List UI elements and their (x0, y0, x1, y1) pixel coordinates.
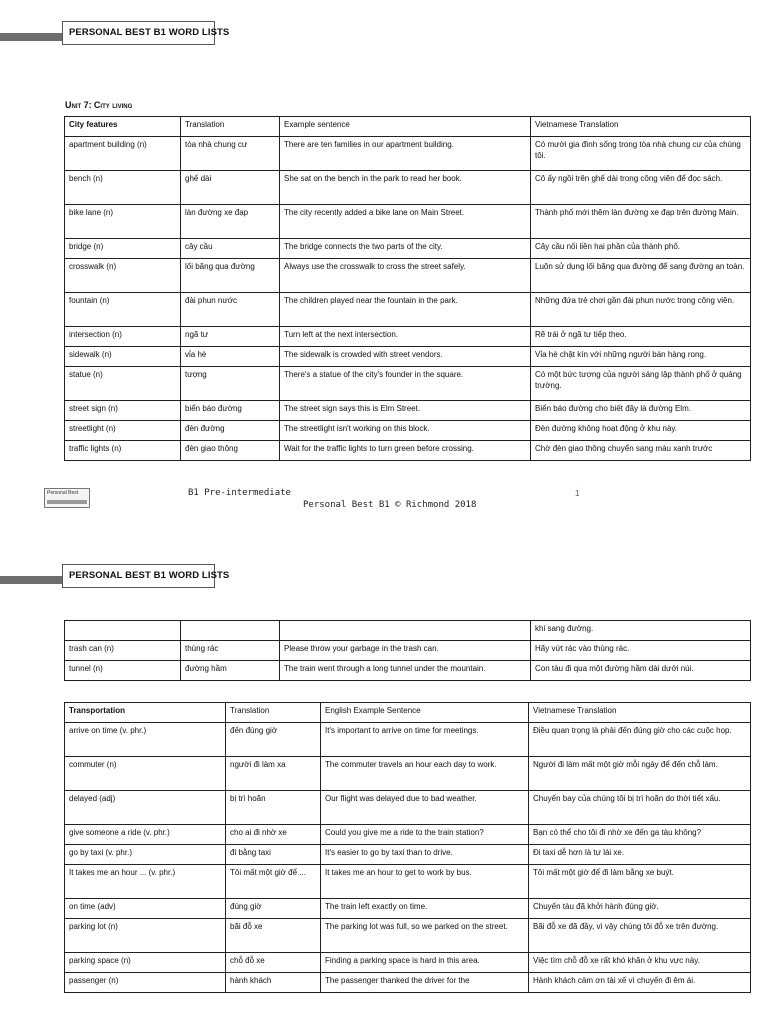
transport-cell-translation: bãi đỗ xe (226, 919, 321, 953)
city-cont-cell-example (280, 621, 531, 641)
transport-cell-translation: chỗ đỗ xe (226, 953, 321, 973)
transport-cell-example: It takes me an hour to get to work by bus. (321, 865, 529, 899)
transport-cell-translation: Tôi mất một giờ để ... (226, 865, 321, 899)
city-cell-translation: ghế dài (181, 171, 280, 205)
city-cell-example: The sidewalk is crowded with street vendors. (280, 347, 531, 367)
city-cell-vietnamese: Những đứa trẻ chơi gần đài phun nước trong công viên. (531, 293, 751, 327)
city-cell-example: Wait for the traffic lights to turn green before crossing. (280, 441, 531, 461)
transport-cell-term: It takes me an hour ... (v. phr.) (65, 865, 226, 899)
city-cell-example: The bridge connects the two parts of the city. (280, 239, 531, 259)
footer-level: B1 Pre-intermediate (188, 488, 291, 498)
transport-cell-translation: đi bằng taxi (226, 845, 321, 865)
city-cell-vietnamese: Vỉa hè chật kín với những người bán hàng rong. (531, 347, 751, 367)
transport-row (65, 865, 751, 899)
transport-cell-term: parking lot (n) (65, 919, 226, 953)
transport-row (65, 899, 751, 919)
transport-cell-vietnamese: Bãi đỗ xe đã đầy, vì vậy chúng tôi đỗ xe trên đường. (529, 919, 751, 953)
transport-header-vietnamese: Vietnamese Translation (529, 703, 751, 723)
transport-row (65, 825, 751, 845)
page-header-title-2: PERSONAL BEST B1 WORD LISTS (62, 564, 215, 588)
transport-cell-term: on time (adv) (65, 899, 226, 919)
city-cell-vietnamese: Cô ấy ngồi trên ghế dài trong công viên để đọc sách. (531, 171, 751, 205)
city-header-term: City features (65, 117, 181, 137)
city-cell-vietnamese: Chờ đèn giao thông chuyển sang màu xanh trước (531, 441, 751, 461)
city-cont-cell-translation (181, 621, 280, 641)
transport-row (65, 757, 751, 791)
transport-cell-vietnamese: Đi taxi dễ hơn là tự lái xe. (529, 845, 751, 865)
city-cell-translation: làn đường xe đạp (181, 205, 280, 239)
city-header-example: Example sentence (280, 117, 531, 137)
city-cell-example: The city recently added a bike lane on Main Street. (280, 205, 531, 239)
city-cell-term: street sign (n) (65, 401, 181, 421)
city-cont-cell-example: The train went through a long tunnel under the mountain. (280, 661, 531, 681)
city-cell-example: There are ten families in our apartment building. (280, 137, 531, 171)
transport-cell-term: parking space (n) (65, 953, 226, 973)
transport-cell-vietnamese: Tôi mất một giờ để đi làm bằng xe buýt. (529, 865, 751, 899)
city-cell-vietnamese: Cây cầu nối liền hai phần của thành phố. (531, 239, 751, 259)
city-header-translation: Translation (181, 117, 280, 137)
city-cont-cell-vietnamese: Hãy vứt rác vào thùng rác. (531, 641, 751, 661)
transport-cell-vietnamese: Chuyến tàu đã khởi hành đúng giờ. (529, 899, 751, 919)
transport-header-example: English Example Sentence (321, 703, 529, 723)
transport-cell-term: delayed (adj) (65, 791, 226, 825)
transport-row (65, 953, 751, 973)
city-cont-cell-term (65, 621, 181, 641)
footer-copyright: Personal Best B1 © Richmond 2018 (303, 500, 477, 510)
transport-cell-vietnamese: Việc tìm chỗ đỗ xe rất khó khăn ở khu vực này. (529, 953, 751, 973)
transport-cell-term: arrive on time (v. phr.) (65, 723, 226, 757)
city-cont-cell-translation: đường hầm (181, 661, 280, 681)
city-cell-translation: đèn đường (181, 421, 280, 441)
city-cell-translation: vỉa hè (181, 347, 280, 367)
city-cell-example: There's a statue of the city's founder in the square. (280, 367, 531, 401)
city-cont-cell-translation: thùng rác (181, 641, 280, 661)
transport-cell-translation: hành khách (226, 973, 321, 993)
city-cell-term: bench (n) (65, 171, 181, 205)
city-features-table-continued (64, 620, 751, 681)
city-cell-translation: tượng (181, 367, 280, 401)
transport-cell-vietnamese: Bạn có thể cho tôi đi nhờ xe đến ga tàu không? (529, 825, 751, 845)
city-cell-term: sidewalk (n) (65, 347, 181, 367)
city-cell-term: streetlight (n) (65, 421, 181, 441)
city-cell-example: The street sign says this is Elm Street. (280, 401, 531, 421)
city-cont-cell-example: Please throw your garbage in the trash can. (280, 641, 531, 661)
transport-cell-translation: cho ai đi nhờ xe (226, 825, 321, 845)
city-cell-term: bike lane (n) (65, 205, 181, 239)
city-cell-translation: cây cầu (181, 239, 280, 259)
transport-cell-vietnamese: Điều quan trọng là phải đến đúng giờ cho các cuộc họp. (529, 723, 751, 757)
city-cell-translation: tòa nhà chung cư (181, 137, 280, 171)
transport-cell-example: Could you give me a ride to the train station? (321, 825, 529, 845)
city-cell-vietnamese: Đèn đường không hoạt động ở khu này. (531, 421, 751, 441)
transport-cell-vietnamese: Chuyến bay của chúng tôi bị trì hoãn do thời tiết xấu. (529, 791, 751, 825)
city-cell-term: statue (n) (65, 367, 181, 401)
city-cell-translation: biển báo đường (181, 401, 280, 421)
transport-cell-vietnamese: Hành khách cảm ơn tài xế vì chuyến đi êm ái. (529, 973, 751, 993)
transport-cell-term: give someone a ride (v. phr.) (65, 825, 226, 845)
city-cell-example: Turn left at the next intersection. (280, 327, 531, 347)
transport-header-translation: Translation (226, 703, 321, 723)
transport-cell-vietnamese: Người đi làm mất một giờ mỗi ngày để đến chỗ làm. (529, 757, 751, 791)
page-number: 1 (575, 489, 580, 498)
transport-cell-example: The commuter travels an hour each day to work. (321, 757, 529, 791)
city-cell-term: traffic lights (n) (65, 441, 181, 461)
city-cont-row (65, 621, 751, 641)
transport-cell-example: The passenger thanked the driver for the (321, 973, 529, 993)
city-cont-cell-vietnamese: khi sang đường. (531, 621, 751, 641)
transport-cell-translation: đến đúng giờ (226, 723, 321, 757)
city-cont-cell-term: tunnel (n) (65, 661, 181, 681)
transport-row (65, 919, 751, 953)
city-cell-translation: ngã tư (181, 327, 280, 347)
transport-cell-example: It's important to arrive on time for meetings. (321, 723, 529, 757)
transport-cell-example: It's easier to go by taxi than to drive. (321, 845, 529, 865)
city-cont-cell-term: trash can (n) (65, 641, 181, 661)
page-header-title: PERSONAL BEST B1 WORD LISTS (62, 21, 215, 45)
transport-cell-translation: bị trì hoãn (226, 791, 321, 825)
unit-title-prefix: Unit 7: (65, 100, 92, 110)
transport-cell-translation: đúng giờ (226, 899, 321, 919)
transport-row (65, 845, 751, 865)
transport-row (65, 973, 751, 993)
city-cell-example: She sat on the bench in the park to read her book. (280, 171, 531, 205)
unit-title-name: City living (93, 100, 133, 110)
transport-cell-translation: người đi làm xa (226, 757, 321, 791)
city-cell-vietnamese: Biển báo đường cho biết đây là đường Elm. (531, 401, 751, 421)
transport-cell-example: Our flight was delayed due to bad weather. (321, 791, 529, 825)
city-cell-translation: đèn giao thông (181, 441, 280, 461)
city-cont-row (65, 661, 751, 681)
transport-header-row (65, 703, 751, 723)
city-cont-cell-vietnamese: Con tàu đi qua một đường hầm dài dưới núi. (531, 661, 751, 681)
city-cell-vietnamese: Thành phố mới thêm làn đường xe đạp trên đường Main. (531, 205, 751, 239)
city-header-vietnamese: Vietnamese Translation (531, 117, 751, 137)
transport-cell-term: go by taxi (v. phr.) (65, 845, 226, 865)
city-cell-example: The children played near the fountain in the park. (280, 293, 531, 327)
transport-cell-example: The parking lot was full, so we parked on the street. (321, 919, 529, 953)
transport-header-term: Transportation (65, 703, 226, 723)
city-cell-vietnamese: Rẽ trái ở ngã tư tiếp theo. (531, 327, 751, 347)
city-cell-vietnamese: Có mười gia đình sống trong tòa nhà chung cư của chúng tôi. (531, 137, 751, 171)
transport-cell-term: commuter (n) (65, 757, 226, 791)
transport-cell-example: The train left exactly on time. (321, 899, 529, 919)
city-cell-vietnamese: Luôn sử dụng lối băng qua đường để sang đường an toàn. (531, 259, 751, 293)
city-cell-term: apartment building (n) (65, 137, 181, 171)
transport-cell-term: passenger (n) (65, 973, 226, 993)
header-bar-2 (0, 576, 62, 584)
transport-row (65, 723, 751, 757)
transport-row (65, 791, 751, 825)
city-cell-example: The streetlight isn't working on this block. (280, 421, 531, 441)
city-cell-example: Always use the crosswalk to cross the street safely. (280, 259, 531, 293)
transport-cell-example: Finding a parking space is hard in this area. (321, 953, 529, 973)
city-cell-term: fountain (n) (65, 293, 181, 327)
city-cell-translation: đài phun nước (181, 293, 280, 327)
logo-text: Personal Best (47, 490, 79, 496)
city-cell-term: crosswalk (n) (65, 259, 181, 293)
city-cell-translation: lối băng qua đường (181, 259, 280, 293)
city-cont-row (65, 641, 751, 661)
transportation-table (64, 702, 751, 993)
city-cell-term: intersection (n) (65, 327, 181, 347)
city-cell-vietnamese: Có một bức tượng của người sáng lập thành phố ở quảng trường. (531, 367, 751, 401)
city-cell-term: bridge (n) (65, 239, 181, 259)
